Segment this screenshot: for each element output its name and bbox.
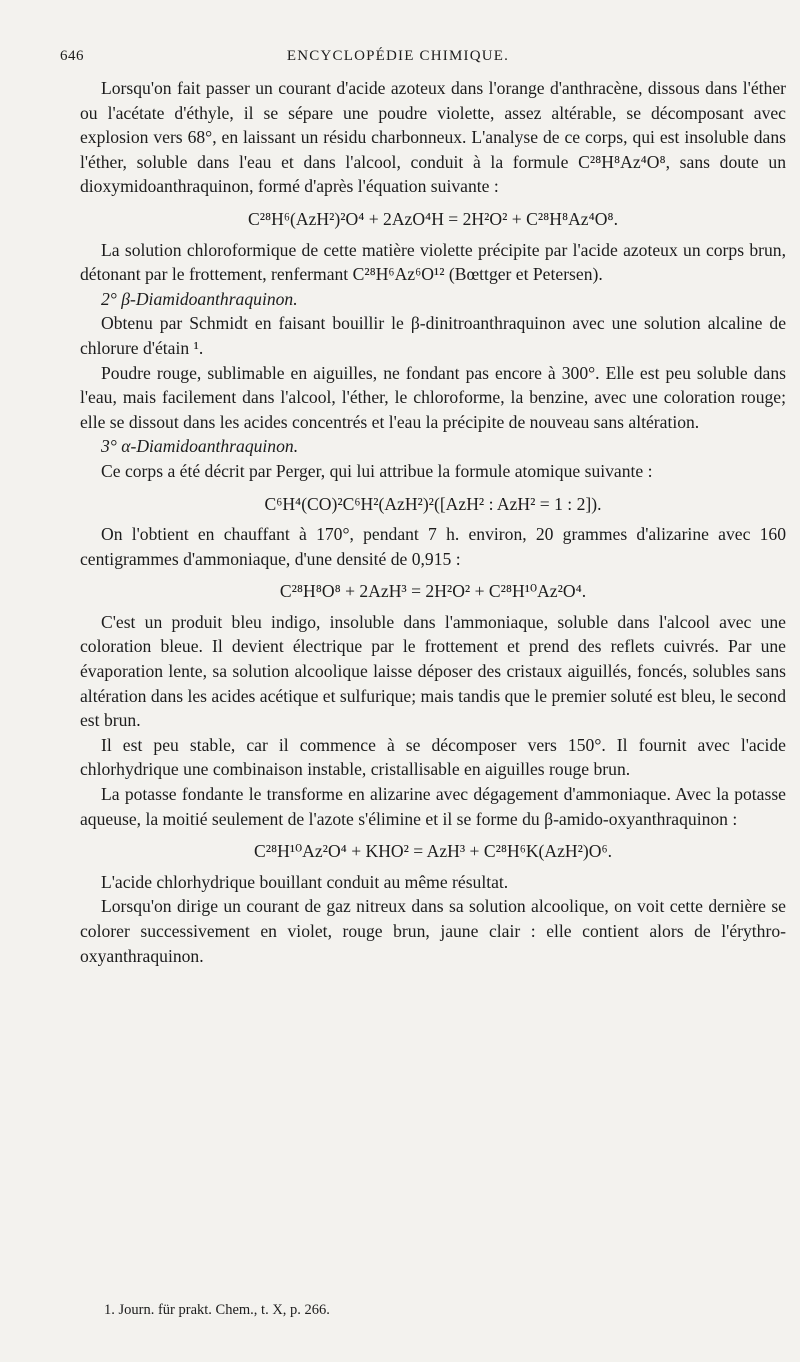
section-heading: 3° α-Diamidoanthraquinon. [101, 436, 299, 457]
paragraph: Ce corps a été décrit par Perger, qui lui attribue la formule atomique suivante : [101, 460, 653, 481]
page-body [80, 76, 786, 968]
paragraph: C'est un produit bleu indigo, insoluble dans l'ammoniaque, soluble dans l'alcool avec une coloration bleue. Il devient électrique par le frottement et prend des reflets cuivrés. Par une évaporation lente, sa solution alcoolique laisse déposer des cristaux aiguillés, foncés, solubles sans altération dans les acides acétique et sulfurique; mais tandis que le premier soluté est bleu, le second est brun. [80, 611, 786, 731]
page-number: 646 [60, 48, 84, 64]
paragraph: On l'obtient en chauffant à 170°, pendant 7 h. environ, 20 grammes d'alizarine avec 160 centigrammes d'ammoniaque, d'une densité de 0,915 : [80, 524, 786, 569]
equation: C⁶H⁴(CO)²C⁶H²(AzH²)²([AzH² : AzH² = 1 : 2]). [264, 493, 602, 514]
equation: C²⁸H¹⁰Az²O⁴ + KHO² = AzH³ + C²⁸H⁶K(AzH²)O⁶. [253, 841, 613, 862]
paragraph: Lorsqu'on fait passer un courant d'acide azoteux dans l'orange d'anthracène, dissous dans l'éther ou l'acétate d'éthyle, il se sépare une poudre violette, assez altérable, se décomposant avec explosion vers 68°, en laissant un résidu charbonneux. L'analyse de ce corps, qui est insoluble dans l'éther, soluble dans l'eau et dans l'alcool, conduit à la formule C²⁸H⁸Az⁴O⁸, sans doute un dioxymidoanthraquinon, formé d'après l'équation suivante : [80, 78, 786, 197]
equation: C²⁸H⁸O⁸ + 2AzH³ = 2H²O² + C²⁸H¹⁰Az²O⁴. [279, 581, 587, 602]
section-heading: 2° β-Diamidoanthraquinon. [101, 288, 298, 309]
paragraph: Poudre rouge, sublimable en aiguilles, ne fondant pas encore à 300°. Elle est peu soluble dans l'eau, mais facilement dans l'alcool, l'éther, le chloroforme, la benzine, avec une coloration rouge; elle se dissout dans les acides concentrés et l'eau la précipite de nouveau sans altération. [80, 362, 786, 432]
running-header [60, 48, 736, 72]
paragraph: L'acide chlorhydrique bouillant conduit au même résultat. [101, 871, 509, 892]
paragraph: La solution chloroformique de cette matière violette précipite par l'acide azoteux un corps brun, détonant par le frottement, renfermant C²⁸H⁶Az⁶O¹² (Bœttger et Petersen). [80, 239, 786, 285]
running-title: ENCYCLOPÉDIE CHIMIQUE. [286, 48, 510, 64]
paragraph: Lorsqu'on dirige un courant de gaz nitreux dans sa solution alcoolique, on voit cette dernière se colorer successivement en violet, rouge brun, jaune clair : elle contient alors de l'érythro-oxyanthraquinon. [80, 896, 786, 966]
paragraph: Il est peu stable, car il commence à se décomposer vers 150°. Il fournit avec l'acide chlorhydrique une combinaison instable, cristallisable en aiguilles rouge brun. [80, 734, 786, 780]
footnote: 1. Journ. für prakt. Chem., t. X, p. 266. [104, 1302, 330, 1318]
paragraph: Obtenu par Schmidt en faisant bouillir le β-dinitroanthraquinon avec une solution alcaline de chlorure d'étain ¹. [80, 313, 786, 358]
equation: C²⁸H⁶(AzH²)²O⁴ + 2AzO⁴H = 2H²O² + C²⁸H⁸Az⁴O⁸. [248, 208, 618, 229]
paragraph: La potasse fondante le transforme en alizarine avec dégagement d'ammoniaque. Avec la potasse aqueuse, la moitié seulement de l'azote s'élimine et il se forme du β-amido-oxyanthraquinon : [80, 784, 786, 829]
